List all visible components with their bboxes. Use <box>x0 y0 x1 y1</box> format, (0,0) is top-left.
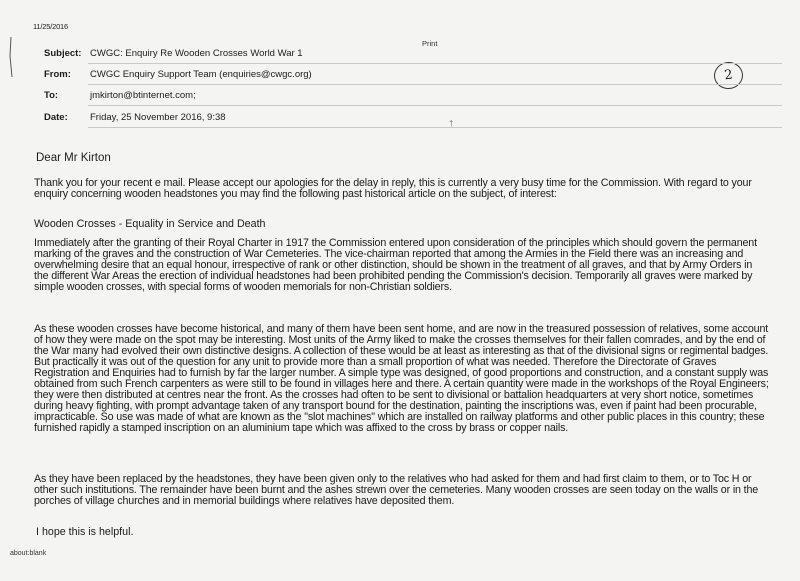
closing-line: I hope this is helpful. <box>36 526 134 538</box>
intro-paragraph: Thank you for your recent e mail. Please accept our apologies for the delay in reply, this is currently a very busy time for the Commission. With regard to your enquiry concerning wooden headstones you may find the following past historical article on the subject, of interest: <box>34 177 752 200</box>
article-paragraph-1: Immediately after the granting of their Royal Charter in 1917 the Commission entered upon consideration of the principles which should govern the permanent marking of the graves and the construction of War Cemeteries. The vice-chairman reported that among the Armies in the Field there was an increasing and overwhelming desire that an equal honour, irrespective of rank or other distinction, should be shown in the treatment of all graves, and that by Army Orders in the different War Areas the erection of individual headstones had been prohibited pending the Commission's decision. Temporarily all graves were marked by simple wooden crosses, with special forms of wooden memorials for non-Christian soldiers. <box>34 237 757 293</box>
handwritten-page-number: 2 <box>713 61 745 91</box>
date-label: Date: <box>44 112 68 123</box>
to-label: To: <box>44 90 59 101</box>
subject-divider <box>88 63 782 64</box>
article-paragraph-3: As they have been replaced by the headstones, they have been given only to the relatives who had asked for them and had first claim to them, or to Toc H or other such institutions. The remainder have been burnt and the ashes strewn over the cemeteries. Many wooden crosses are seen today on the walls or in the porches of village churches and in memorial buildings where relatives have deposited them. <box>34 473 759 507</box>
date-divider <box>88 127 782 128</box>
subject-value: CWGC: Enquiry Re Wooden Crosses World War 1 <box>90 48 303 59</box>
article-paragraph-2: As these wooden crosses have become historical, and many of them have been sent home, and are now in the treasured possession of relatives, some account of how they were made on the spot may be interesting. Most units of the Army liked to make the crosses themselves for their fallen comrades, and by the end of the War many had evolved their own distinctive designs. A collection of these would be at least as interesting as that of the divisional signs or regimental badges. But practically it was out of the question for any unit to provide more than a small proportion of what was needed. Therefore the Directorate of Graves Registration and Enquiries had to furnish by far the larger number. A simple type was designed, of good proportions and construction, and a constant supply was obtained from such French carpenters as were still to be found in villages here and there. A certain quantity were made in the workshops of the Royal Engineers; they were then distributed at centres near the front. As the crosses had often to be sent to divisional or battalion headquarters at very short notice, sometimes during heavy fighting, with prompt advantage taken of any transport bound for the destination, painting the inscriptions was, even if paint had been procurable, impracticable. So use was made of what are known as the "slot machines" which are installed on railway platforms and other public places in this country; these furnished rapidly a stamped inscription on an aluminium tape which was affixed to the cross by brass or copper nails. <box>34 323 769 434</box>
scan-smudge: † <box>449 119 454 128</box>
subject-row <box>0 48 800 66</box>
to-divider <box>88 105 782 106</box>
salutation: Dear Mr Kirton <box>36 152 111 164</box>
footer-url: about:blank <box>10 550 47 557</box>
article-heading: Wooden Crosses - Equality in Service and Death <box>34 218 266 230</box>
from-value: CWGC Enquiry Support Team (enquiries@cwgc.org) <box>90 69 312 80</box>
date-row <box>0 112 800 130</box>
date-value: Friday, 25 November 2016, 9:38 <box>90 112 226 123</box>
print-label: Print <box>422 39 438 48</box>
to-value: jmkirton@btinternet.com; <box>90 90 196 101</box>
from-label: From: <box>44 69 71 80</box>
from-row <box>0 69 800 87</box>
from-divider <box>88 84 782 85</box>
subject-label: Subject: <box>44 48 82 59</box>
to-row <box>0 90 800 108</box>
print-date: 11/25/2016 <box>33 22 68 31</box>
